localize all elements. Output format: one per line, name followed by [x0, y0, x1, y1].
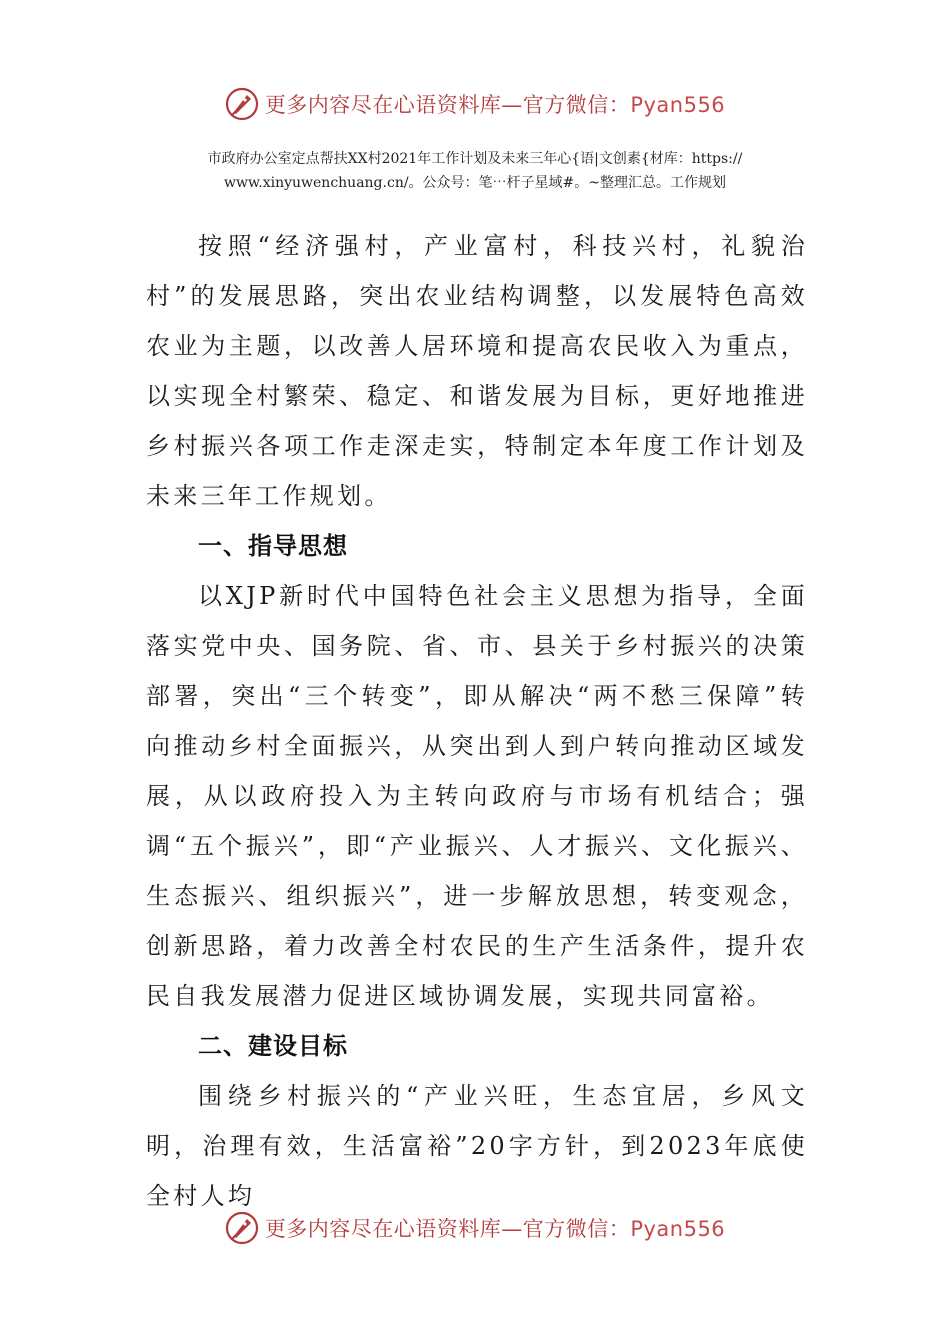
pen-nib-logo-icon	[225, 1211, 259, 1245]
document-source-header	[140, 147, 810, 195]
construction-goals-paragraph: 围绕乡村振兴的“产业兴旺，生态宜居，乡风文明，治理有效，生活富裕”20字方针，到2023年底使全村人均	[146, 1082, 808, 1210]
section-heading-guiding-ideology: 一、指导思想	[198, 532, 348, 560]
header-line-1: 市政府办公室定点帮扶XX村2021年工作计划及未来三年心{语|文创素{材库：https://	[207, 151, 743, 167]
header-line-2: www.xinyuwenchuang.cn/。公众号：笔⋯杆子星域#。~整理汇总。工作规划	[223, 175, 727, 191]
watermark-text: 更多内容尽在心语资料库—官方微信：Pyan556	[264, 93, 726, 117]
watermark-banner-bottom	[0, 1208, 950, 1248]
document-body	[146, 221, 808, 1221]
intro-paragraph: 按照“经济强村，产业富村，科技兴村，礼貌治村”的发展思路，突出农业结构调整，以发展特色高效农业为主题，以改善人居环境和提高农民收入为重点，以实现全村繁荣、稳定、和谐发展为目标，更好地推进乡村振兴各项工作走深走实，特制定本年度工作计划及未来三年工作规划。	[146, 232, 808, 510]
watermark-banner-top	[0, 84, 950, 124]
guiding-ideology-paragraph: 以XJP新时代中国特色社会主义思想为指导，全面落实党中央、国务院、省、市、县关于乡村振兴的决策部署，突出“三个转变”，即从解决“两不愁三保障”转向推动乡村全面振兴，从突出到人到户转向推动区域发展，从以政府投入为主转向政府与市场有机结合；强调“五个振兴”，即“产业振兴、人才振兴、文化振兴、生态振兴、组织振兴”，进一步解放思想，转变观念，创新思路，着力改善全村农民的生产生活条件，提升农民自我发展潜力促进区域协调发展，实现共同富裕。	[146, 582, 808, 1010]
section-heading-construction-goals: 二、建设目标	[198, 1032, 348, 1060]
watermark-text: 更多内容尽在心语资料库—官方微信：Pyan556	[264, 1217, 726, 1241]
pen-nib-logo-icon	[225, 87, 259, 121]
